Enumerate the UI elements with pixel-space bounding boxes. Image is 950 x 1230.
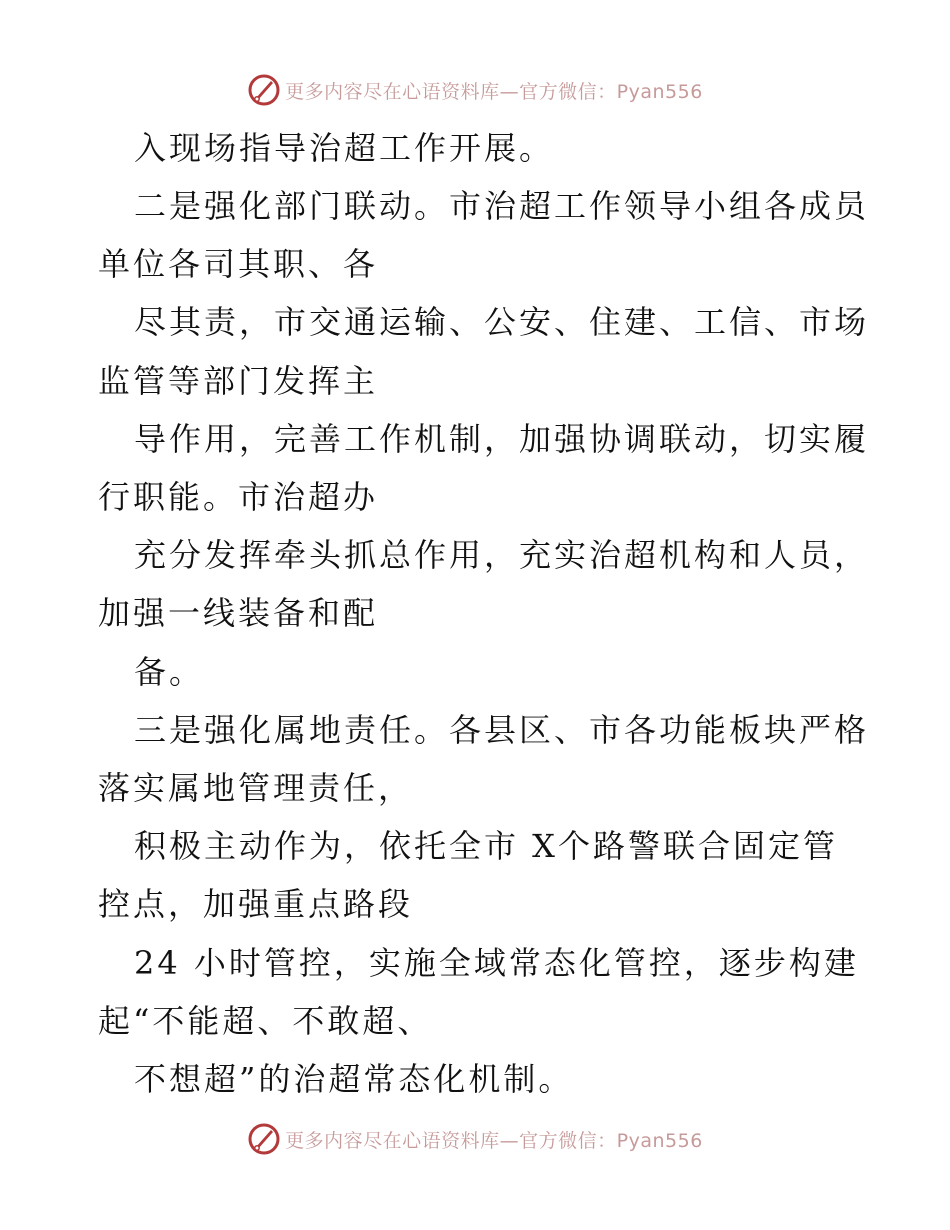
- paragraph-line: 24 小时管控，实施全域常态化管控，逐步构建: [134, 944, 859, 982]
- header-watermark: [0, 70, 950, 110]
- watermark-text: 更多内容尽在心语资料库—官方微信：Pyan556: [285, 1129, 703, 1152]
- quill-logo-icon: [247, 1122, 281, 1156]
- paragraph-line: 加强一线装备和配: [98, 594, 379, 632]
- paragraph-line: 起“不能超、不敢超、: [98, 1002, 433, 1040]
- paragraph-line: 控点，加强重点路段: [98, 885, 414, 923]
- paragraph-line: 备。: [134, 653, 205, 691]
- quill-logo-icon: [247, 73, 281, 107]
- paragraph-line: 充分发挥牵头抓总作用，充实治超机构和人员，: [134, 536, 870, 574]
- paragraph-line: 三是强化属地责任。各县区、市各功能板块严格: [134, 711, 870, 749]
- watermark-text: 更多内容尽在心语资料库—官方微信：Pyan556: [285, 80, 703, 103]
- footer-watermark: [0, 1119, 950, 1159]
- paragraph-line: 积极主动作为，依托全市 X个路警联合固定管: [134, 827, 838, 865]
- paragraph-line: 不想超”的治超常态化机制。: [134, 1060, 574, 1098]
- paragraph-line: 行职能。市治超办: [98, 478, 379, 516]
- paragraph-line: 监管等部门发挥主: [98, 362, 379, 400]
- paragraph-line: 单位各司其职、各: [98, 245, 379, 283]
- paragraph-line: 落实属地管理责任，: [98, 769, 414, 807]
- paragraph-line: 导作用，完善工作机制，加强协调联动，切实履: [134, 420, 870, 458]
- paragraph-line: 入现场指导治超工作开展。: [134, 129, 555, 167]
- paragraph-line: 二是强化部门联动。市治超工作领导小组各成员: [134, 187, 870, 225]
- paragraph-line: 尽其责，市交通运输、公安、住建、工信、市场: [134, 303, 870, 341]
